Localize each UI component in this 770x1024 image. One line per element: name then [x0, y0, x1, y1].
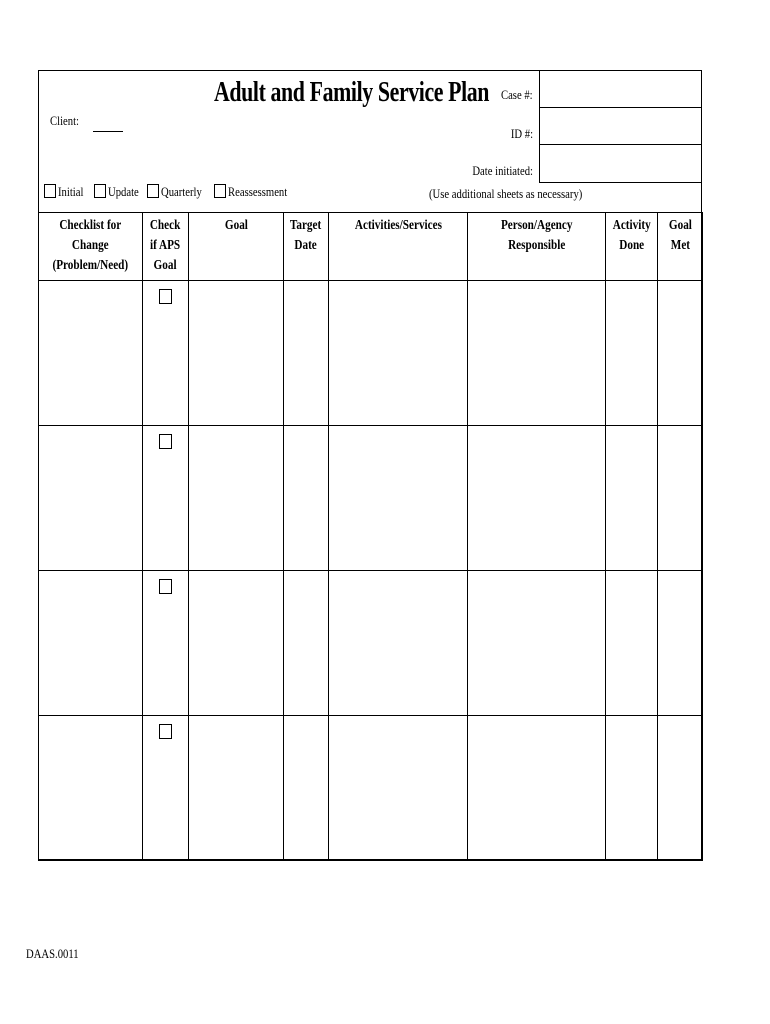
- checkbox-label: Update: [108, 184, 139, 199]
- goal-cell[interactable]: [189, 281, 284, 426]
- aps-goal-checkbox[interactable]: [159, 434, 172, 449]
- checkbox-update[interactable]: [94, 184, 146, 200]
- header-activity-done: Activity Done: [606, 213, 658, 281]
- additional-sheets-note: (Use additional sheets as necessary): [429, 186, 583, 201]
- aps-goal-cell[interactable]: [143, 716, 189, 861]
- aps-goal-checkbox[interactable]: [159, 289, 172, 304]
- checkbox-reassessment[interactable]: [214, 184, 300, 200]
- checklist-cell[interactable]: [39, 571, 143, 716]
- checkbox-initial[interactable]: [44, 184, 89, 200]
- id-number-field[interactable]: [539, 107, 702, 145]
- checklist-cell[interactable]: [39, 281, 143, 426]
- header-check-aps-goal: Check if APS Goal: [143, 213, 189, 281]
- service-plan-form: [38, 70, 702, 860]
- goal-cell[interactable]: [189, 571, 284, 716]
- person-agency-cell[interactable]: [468, 716, 606, 861]
- form-code: DAAS.0011: [26, 946, 79, 961]
- checkbox-box[interactable]: [44, 184, 56, 198]
- activity-done-cell[interactable]: [606, 716, 658, 861]
- header-goal-met: Goal Met: [658, 213, 703, 281]
- aps-goal-cell[interactable]: [143, 426, 189, 571]
- activity-done-cell[interactable]: [606, 426, 658, 571]
- date-initiated-field[interactable]: [539, 144, 702, 183]
- aps-goal-checkbox[interactable]: [159, 579, 172, 594]
- activities-cell[interactable]: [329, 571, 468, 716]
- checkbox-label: Initial: [58, 184, 84, 199]
- header-checklist: Checklist for Change (Problem/Need): [39, 213, 143, 281]
- goal-cell[interactable]: [189, 426, 284, 571]
- person-agency-cell[interactable]: [468, 426, 606, 571]
- client-label: Client:: [50, 113, 80, 128]
- id-label: ID #:: [510, 126, 533, 141]
- header-activities-services: Activities/Services: [329, 213, 468, 281]
- goal-met-cell[interactable]: [658, 716, 703, 861]
- target-date-cell[interactable]: [284, 716, 329, 861]
- table-row: [39, 426, 703, 571]
- goal-met-cell[interactable]: [658, 571, 703, 716]
- target-date-cell[interactable]: [284, 281, 329, 426]
- checkbox-label: Quarterly: [161, 184, 202, 199]
- checkbox-box[interactable]: [147, 184, 159, 198]
- header-person-agency: Person/Agency Responsible: [468, 213, 606, 281]
- activities-cell[interactable]: [329, 426, 468, 571]
- date-initiated-label: Date initiated:: [472, 163, 533, 178]
- client-field[interactable]: [93, 131, 123, 132]
- header-target-date: Target Date: [284, 213, 329, 281]
- header-goal: Goal: [189, 213, 284, 281]
- goal-cell[interactable]: [189, 716, 284, 861]
- person-agency-cell[interactable]: [468, 281, 606, 426]
- target-date-cell[interactable]: [284, 426, 329, 571]
- table-header-row: [39, 213, 703, 281]
- checkbox-box[interactable]: [214, 184, 226, 198]
- table-row: [39, 571, 703, 716]
- table-row: [39, 281, 703, 426]
- case-number-field[interactable]: [539, 70, 702, 108]
- checkbox-label: Reassessment: [228, 184, 288, 199]
- checklist-cell[interactable]: [39, 716, 143, 861]
- aps-goal-cell[interactable]: [143, 281, 189, 426]
- case-label: Case #:: [501, 87, 533, 102]
- service-plan-table: [38, 212, 703, 861]
- checklist-cell[interactable]: [39, 426, 143, 571]
- target-date-cell[interactable]: [284, 571, 329, 716]
- goal-met-cell[interactable]: [658, 426, 703, 571]
- checkbox-quarterly[interactable]: [147, 184, 211, 200]
- activity-done-cell[interactable]: [606, 281, 658, 426]
- person-agency-cell[interactable]: [468, 571, 606, 716]
- activities-cell[interactable]: [329, 281, 468, 426]
- form-title: Adult and Family Service Plan: [214, 77, 490, 108]
- checkbox-box[interactable]: [94, 184, 106, 198]
- goal-met-cell[interactable]: [658, 281, 703, 426]
- aps-goal-checkbox[interactable]: [159, 724, 172, 739]
- aps-goal-cell[interactable]: [143, 571, 189, 716]
- activity-done-cell[interactable]: [606, 571, 658, 716]
- table-row: [39, 716, 703, 861]
- activities-cell[interactable]: [329, 716, 468, 861]
